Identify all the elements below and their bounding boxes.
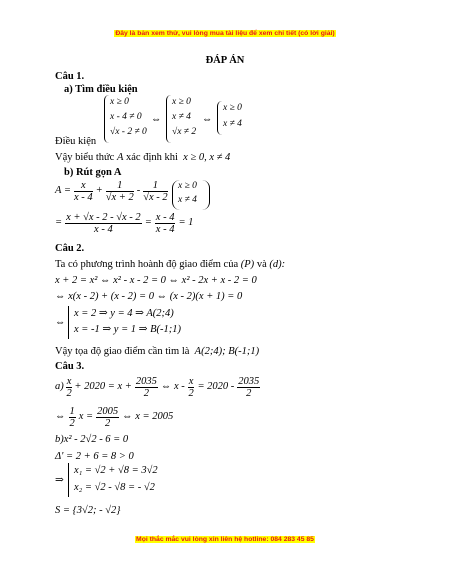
equiv-arrow: ⇔	[202, 114, 213, 125]
q1-system-1: x ≥ 0 x - 4 ≠ 0 √x - 2 ≠ 0	[104, 95, 157, 143]
q1-system-2: x ≥ 0 x ≠ 4 √x ≠ 2	[166, 95, 207, 143]
equiv-arrow: ⇔	[55, 317, 66, 328]
q1-system-3: x ≥ 0 x ≠ 4	[217, 101, 256, 135]
q3-heading: Câu 3.	[55, 361, 85, 372]
answer-title: ĐÁP ÁN	[205, 55, 245, 66]
equiv-arrow: ⇔	[151, 114, 162, 125]
q2-line-2: ⇔ x(x - 2) + (x - 2) = 0 ⇔ (x - 2)(x + 1) = 0	[55, 291, 243, 302]
q1-part-a: a) Tìm điều kiện	[64, 84, 138, 95]
q1-condition-parens: x ≥ 0 x ≠ 4	[172, 180, 210, 210]
q3-a-line-2: ⇔ $\frac{1}{2}$ x = $\frac{2005}{2}$ ⇔ x = 2005	[55, 406, 174, 430]
q2-cases: x = 2 ⇒ y = 4 ⇒ A(2;4) x = -1 ⇒ y = 1 ⇒ B(-1;1)	[68, 306, 189, 339]
q2-line-1: x + 2 = x² ⇔ x² - x - 2 = 0 ⇔ x² - 2x + x - 2 = 0	[55, 275, 257, 286]
q2-heading: Câu 2.	[55, 243, 85, 254]
q1-simplify-line-2: = $\frac{x + √x - 2 - √x - 2}{x - 4}$ = $\frac{x - 4}{x - 4}$ = 1	[55, 212, 194, 236]
preview-notice-banner: Đây là bản xem thử, vui lòng mua tài liệu để xem chi tiết (có lời giải)	[115, 30, 335, 37]
hotline-banner: Mọi thắc mắc vui lòng xin liên hệ hotline: 084 283 45 85	[136, 536, 314, 543]
q1-part-b: b) Rút gọn A	[64, 167, 122, 178]
q3-b-line-1: b)x² - 2√2 - 6 = 0	[55, 434, 129, 445]
implies-arrow: ⇒	[55, 475, 64, 486]
q3-b-roots: x₁ = √2 + √8 = 3√2 x₂ = √2 - √8 = - √2	[68, 463, 164, 497]
q2-intro: Ta có phương trình hoành độ giao điểm của (P) và (d):	[55, 259, 286, 270]
q1-heading: Câu 1.	[55, 71, 85, 82]
q1-condition-label: Điều kiện	[55, 136, 97, 147]
q2-conclusion: Vậy tọa độ giao điểm cần tìm là A(2;4); B(-1;1)	[55, 346, 260, 357]
q1-simplify-line-1: A = $\frac{x}{x - 4}$ + $\frac{1}{√x + 2}$ - $\frac{1}{√x - 2}$	[55, 180, 168, 204]
q3-b-solution-set: S = {3√2; - √2}	[55, 505, 121, 516]
q3-a-line-1: a) $\frac{x}{2}$ + 2020 = x + $\frac{2035}{2}$ ⇔ x - $\frac{x}{2}$ = 2020 - $\frac{2035}{2}$	[55, 376, 260, 400]
q1-conclusion-a: Vậy biểu thức A xác định khi x ≥ 0, x ≠ 4	[55, 152, 231, 163]
q3-b-discriminant: Δ' = 2 + 6 = 8 > 0	[55, 451, 134, 462]
